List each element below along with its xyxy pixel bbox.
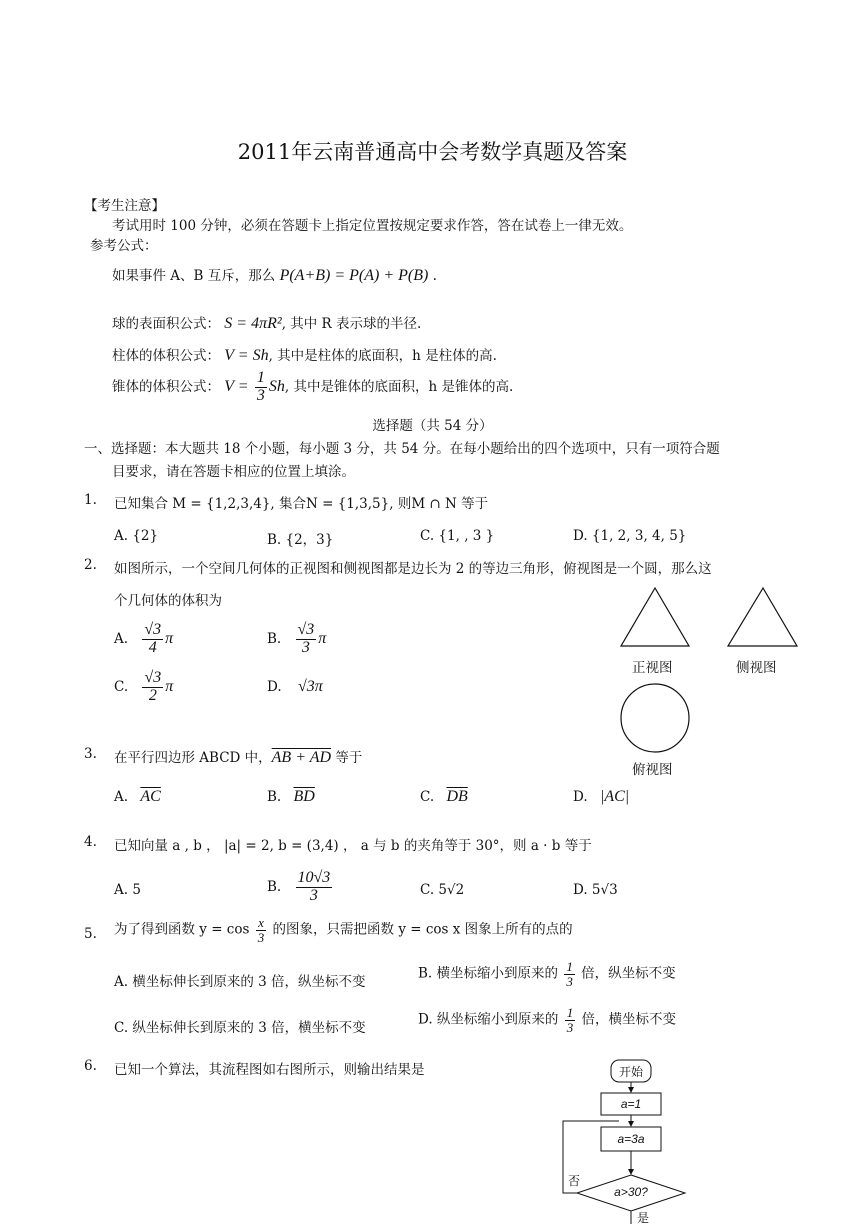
formula-prism-volume: 柱体的体积公式： V = Sh, 其中是柱体的底面积，h 是柱体的高. — [112, 347, 497, 364]
flow-step-label: a=3a — [617, 1132, 645, 1146]
q4-option-a: A. 5 — [114, 882, 141, 898]
section-title: 选择题（共 54 分） — [372, 418, 493, 434]
q2-text-line1: 如图所示，一个空间几何体的正视图和侧视图都是边长为 2 的等边三角形，俯视图是一个圆，那么这 — [114, 561, 712, 577]
q2-text-line2: 个几何体的体积为 — [114, 593, 222, 609]
notice-text: 考试用时 100 分钟，必须在答题卡上指定位置按规定要求作答，答在试卷上一律无效。 — [112, 218, 633, 234]
q3-option-c: C. $\overline{DB}$ — [420, 788, 468, 805]
q1-number: 1. — [84, 492, 97, 508]
q1-option-b: B. {2，3} — [267, 532, 334, 548]
flow-yes-label: 是 — [637, 1211, 650, 1225]
notice-heading: 【考生注意】 — [84, 198, 165, 214]
q2-option-c: C. $\frac{√3}{2}$ π — [114, 669, 174, 704]
q2-option-b: B. $\frac{√3}{3}$ π — [267, 621, 327, 656]
section-intro-line2: 目要求，请在答题卡相应的位置上填涂。 — [112, 464, 355, 480]
flow-condition-label: a>30? — [614, 1185, 648, 1199]
q6-number: 6. — [84, 1058, 97, 1074]
q1-option-a: A. {2} — [114, 528, 159, 544]
q3-option-b: B. $\overline{BD}$ — [267, 788, 315, 805]
front-view-triangle — [621, 588, 689, 646]
flow-init-label: a=1 — [620, 1097, 642, 1111]
q6-text: 已知一个算法，其流程图如右图所示，则输出结果是 — [114, 1062, 425, 1078]
top-view-label: 俯视图 — [632, 762, 673, 778]
q5-option-b: B. 横坐标缩小到原来的 $\frac{1}{3}$ 倍，纵坐标不变 — [418, 959, 676, 989]
q1-option-d: D. {1, 2, 3, 4, 5} — [573, 528, 687, 544]
q3-number: 3. — [84, 746, 97, 762]
q5-option-a: A. 横坐标伸长到原来的 3 倍，纵坐标不变 — [114, 974, 366, 990]
flow-start-label: 开始 — [618, 1065, 643, 1079]
q2-option-a: A. $\frac{√3}{4}$ π — [114, 621, 174, 656]
q2-option-d: D. √3π — [267, 678, 323, 695]
q1-option-c: C. {1, , 3 } — [420, 528, 495, 544]
formula-sphere-area: 球的表面积公式： S = 4πR², 其中 R 表示球的半径. — [112, 315, 422, 332]
formula-cone-volume: 锥体的体积公式： V = $\frac{1}{3}$ Sh, 其中是锥体的底面积，h 是锥体的高. — [112, 369, 514, 404]
q5-option-c: C. 纵坐标伸长到原来的 3 倍，横坐标不变 — [114, 1020, 366, 1036]
q5-text: 为了得到函数 y = cos $\frac{x}{3}$ 的图象，只需把函数 y = cos x 图象上所有的点的 — [114, 915, 573, 945]
side-view-triangle — [728, 588, 797, 646]
front-view-label: 正视图 — [632, 660, 673, 676]
reference-label: 参考公式： — [90, 238, 158, 254]
q4-option-c: C. 5√2 — [420, 882, 465, 898]
q5-number: 5. — [84, 926, 97, 942]
q3-option-d: D. |AC| — [573, 788, 630, 805]
flow-no-label: 否 — [568, 1174, 581, 1188]
q1-text: 已知集合 M = {1,2,3,4}, 集合N = {1,3,5}, 则M ∩ N 等于 — [114, 496, 489, 512]
q4-option-d: D. 5√3 — [573, 882, 618, 898]
q2-number: 2. — [84, 557, 97, 573]
geometry-views-diagram — [615, 586, 805, 786]
q4-text: 已知向量 a , b ， |a| = 2, b = (3,4) ， a 与 b 的夹角等于 30°，则 a · b 等于 — [114, 838, 592, 854]
q5-option-d: D. 纵坐标缩小到原来的 $\frac{1}{3}$ 倍，横坐标不变 — [418, 1005, 677, 1035]
q4-number: 4. — [84, 834, 97, 850]
q3-text: 在平行四边形 ABCD 中，AB + AD 等于 — [114, 749, 363, 766]
side-view-label: 侧视图 — [736, 660, 777, 676]
formula-exclusive-events: 如果事件 A、B 互斥，那么 P(A+B) = P(A) + P(B) . — [112, 267, 437, 284]
q4-option-b: B. $\frac{10√3}{3}$ — [267, 869, 331, 904]
page-title: 2011年云南普通高中会考数学真题及答案 — [237, 140, 628, 164]
section-intro-line1: 一、选择题：本大题共 18 个小题，每小题 3 分，共 54 分。在每小题给出的四个选项中，只有一项符合题 — [84, 441, 720, 457]
top-view-circle — [621, 684, 689, 752]
q3-option-a: A. $\overline{AC}$ — [114, 788, 161, 805]
